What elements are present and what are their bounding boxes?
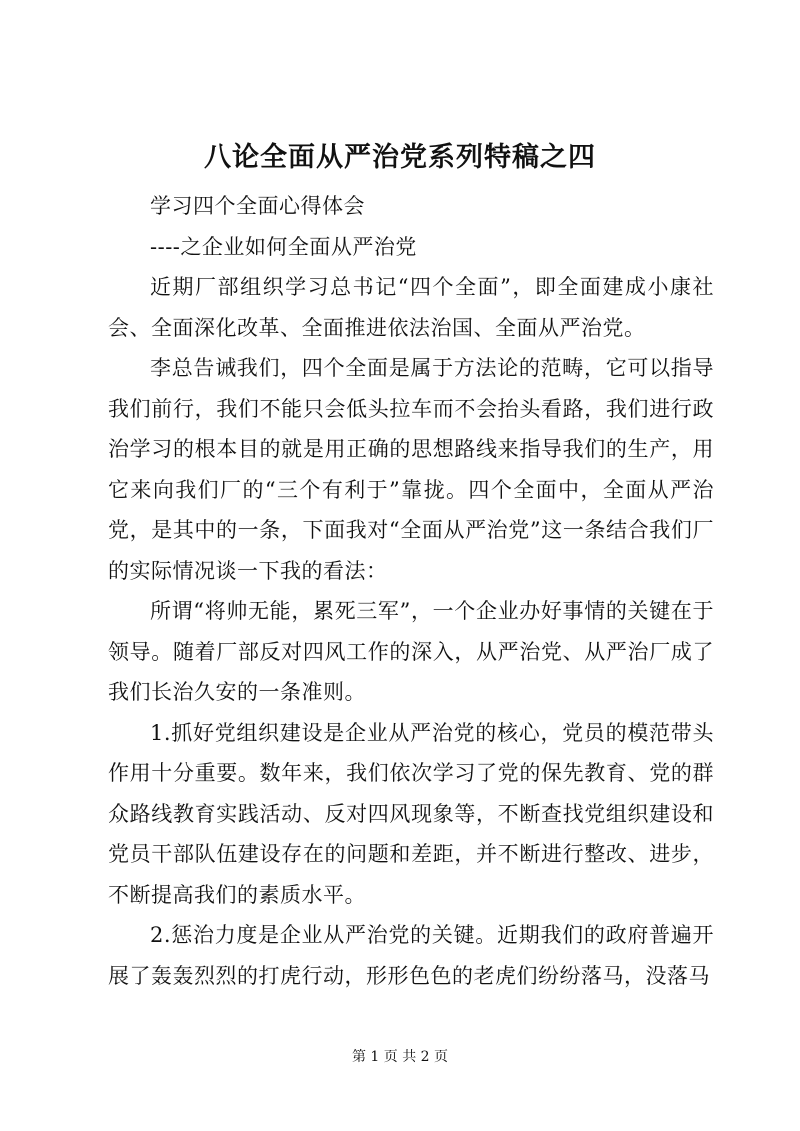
paragraph: 2.惩治力度是企业从严治党的关键。近期我们的政府普遍开展了轰轰烈烈的打虎行动，形形色色的老虎们纷纷落马，没落马 — [108, 923, 714, 988]
paragraph-subheading: ----之企业如何全面从严治党 — [150, 234, 417, 259]
paragraph: 1.抓好党组织建设是企业从严治党的核心，党员的模范带头作用十分重要。数年来，我们依次学习了党的保先教育、党的群众路线教育实践活动、反对四风现象等，不断查找党组织建设和党员干部队伍建设存在的问题和差距，并不断进行整改、进步，不断提高我们的素质水平。 — [108, 720, 714, 907]
page-number-footer: 第 1 页 共 2 页 — [351, 1049, 449, 1065]
document-title: 八论全面从严治党系列特稿之四 — [204, 142, 596, 173]
paragraph-subtitle: 学习四个全面心得体会 — [150, 194, 365, 218]
paragraph: 近期厂部组织学习总书记“四个全面”，即全面建成小康社会、全面深化改革、全面推进依法治国、全面从严治党。 — [108, 275, 714, 340]
paragraph: 李总告诫我们，四个全面是属于方法论的范畴，它可以指导我们前行，我们不能只会低头拉车而不会抬头看路，我们进行政治学习的根本目的就是用正确的思想路线来指导我们的生产，用它来向我们厂的“三个有利于”靠拢。四个全面中，全面从严治党，是其中的一条，下面我对“全面从严治党”这一条结合我们厂的实际情况谈一下我的看法： — [108, 356, 714, 583]
paragraph: 所谓“将帅无能，累死三军”，一个企业办好事情的关键在于领导。随着厂部反对四风工作的深入，从严治党、从严治厂成了我们长治久安的一条准则。 — [108, 599, 714, 704]
document-body — [108, 186, 714, 996]
